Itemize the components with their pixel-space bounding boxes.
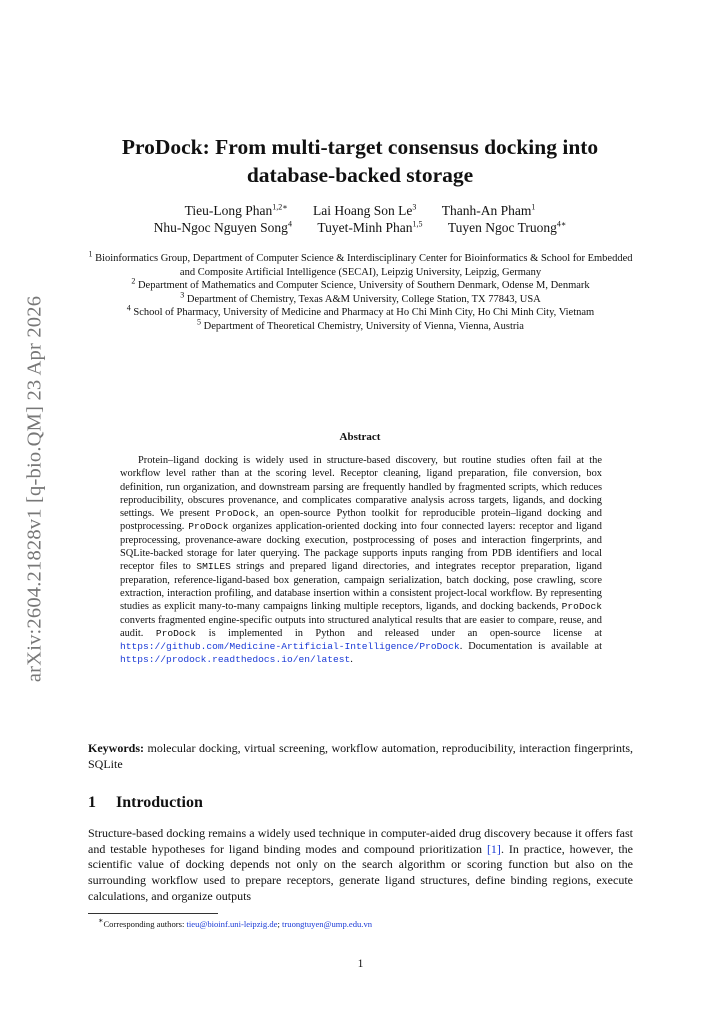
author: Lai Hoang Son Le$^3$ — [313, 202, 417, 218]
author-row-1 — [60, 203, 660, 219]
footnote: ∗Corresponding authors: tieu@bioinf.uni-leipzig.de; truongtuyen@ump.edu.vn — [98, 916, 373, 929]
paper-title — [60, 133, 660, 189]
section-number: 1 — [88, 794, 96, 811]
affiliation: $^3$ Department of Chemistry, Texas A&M University, College Station, TX 77843, USA — [180, 290, 541, 305]
arxiv-stamp — [10, 266, 60, 711]
title-line-2: database-backed storage — [246, 163, 474, 187]
affiliation: $^2$ Department of Mathematics and Computer Science, University of Southern Denmark, Odense M, Denmark — [131, 276, 590, 292]
author: Tuyen Ngoc Truong$^{4∗}$ — [447, 219, 567, 235]
code-prodock: ProDock — [155, 627, 197, 639]
keywords — [88, 740, 633, 772]
author: Thanh-An Pham$^1$ — [441, 202, 536, 218]
abstract-body: Protein–ligand docking is widely used in structure-based discovery, but routine studies often fail at the workflow level rather than at the scoring level. Receptor cleaning, ligand preparation, file conversion, box definition, run organization, and downstream parsing are frequently handled by fragmented scripts, which reduces reproducibility, obscures provenance, and complicates comparative analysis across targets, ligands, and docking settings. We present ProDock, an open-source Python toolkit for reproducible protein–ligand docking and postprocessing. ProDock organizes application-oriented docking into four connected layers: receptor and ligand preprocessing, provenance-aware docking execution, postprocessing of poses and interaction fingerprints, and SQLite-backed storage for later querying. The package supports inputs ranging from PDB identifiers and local receptor files to SMILES strings and prepared ligand directories, and integrates receptor preparation, ligand preparation, reference-ligand-based box generation, campaign serialization, batch docking, pose crawling, score extraction, interaction profiling, and database insertion within a consistent project-local workflow. By representing studies as explicit many-to-many campaigns linking multiple receptors, ligands, and docking backends, ProDock converts fragmented engine-specific outputs into structured analytical results that are easier to compare, reuse, and audit. ProDock is implemented in Python and released under an open-source license at https://github.com/Medicine-Artificial-Intelligence/ProDock. Documentation is available at https://prodock.readthedocs.io/en/latest. — [120, 455, 602, 666]
affiliation: $^1$ Bioinformatics Group, Department of Computer Science & Interdisciplinary Center for Bioinformatics & School for Embedded and Composite Artificial Intelligence (SECAI), Leipzig University, Leipzig, Germany — [88, 249, 633, 278]
section-title: Introduction — [116, 794, 203, 811]
page-number: 1 — [357, 958, 364, 970]
author: Tieu-Long Phan$^{1,2∗}$ — [184, 202, 288, 218]
affiliation: $^5$ Department of Theoretical Chemistry, University of Vienna, Vienna, Austria — [197, 317, 524, 332]
code-prodock: ProDock — [188, 521, 229, 533]
abstract-heading: Abstract — [339, 431, 381, 443]
github-link[interactable]: https://github.com/Medicine-Artificial-Intelligence/ProDock — [120, 641, 460, 653]
section-heading — [88, 794, 203, 812]
docs-link[interactable]: https://prodock.readthedocs.io/en/latest — [120, 654, 351, 666]
email-link[interactable]: truongtuyen@ump.edu.vn — [282, 919, 373, 929]
email-link[interactable]: tieu@bioinf.uni-leipzig.de — [186, 919, 278, 929]
footnote-rule — [88, 913, 218, 914]
citation-link[interactable]: [1] — [486, 841, 501, 856]
code-smiles: SMILES — [196, 561, 231, 573]
author: Tuyet-Minh Phan$^{1,5}$ — [317, 219, 423, 235]
intro-paragraph: Structure-based docking remains a widely used technique in computer-aided drug discovery because it offers fast and testable hypotheses for ligand binding modes and compound prioritization [1]. In practice, however, the scientific value of docking depends not only on the search algorithm or scoring function but also on the surrounding workflow used to prepare receptors, generate ligand structures, define binding regions, execute calculations, and organize outputs — [88, 826, 633, 903]
keywords-text: molecular docking, virtual screening, workflow automation, reproducibility, interaction fingerprints, SQLite — [88, 741, 634, 771]
author: Nhu-Ngoc Nguyen Song$^4$ — [153, 219, 292, 235]
code-prodock: ProDock — [215, 508, 256, 520]
keywords-label: Keywords: — [88, 741, 144, 755]
affiliation: $^4$ School of Pharmacy, University of Medicine and Pharmacy at Ho Chi Minh City, Ho Chi Minh City, Vietnam — [126, 303, 595, 319]
affiliations — [88, 249, 633, 334]
author-row-2 — [60, 220, 660, 236]
title-line-1: ProDock: From multi-target consensus docking into — [121, 135, 599, 159]
code-prodock: ProDock — [561, 601, 602, 613]
arxiv-identifier: arXiv:2604.21828v1 [q-bio.QM] 23 Apr 2026 — [23, 295, 46, 682]
